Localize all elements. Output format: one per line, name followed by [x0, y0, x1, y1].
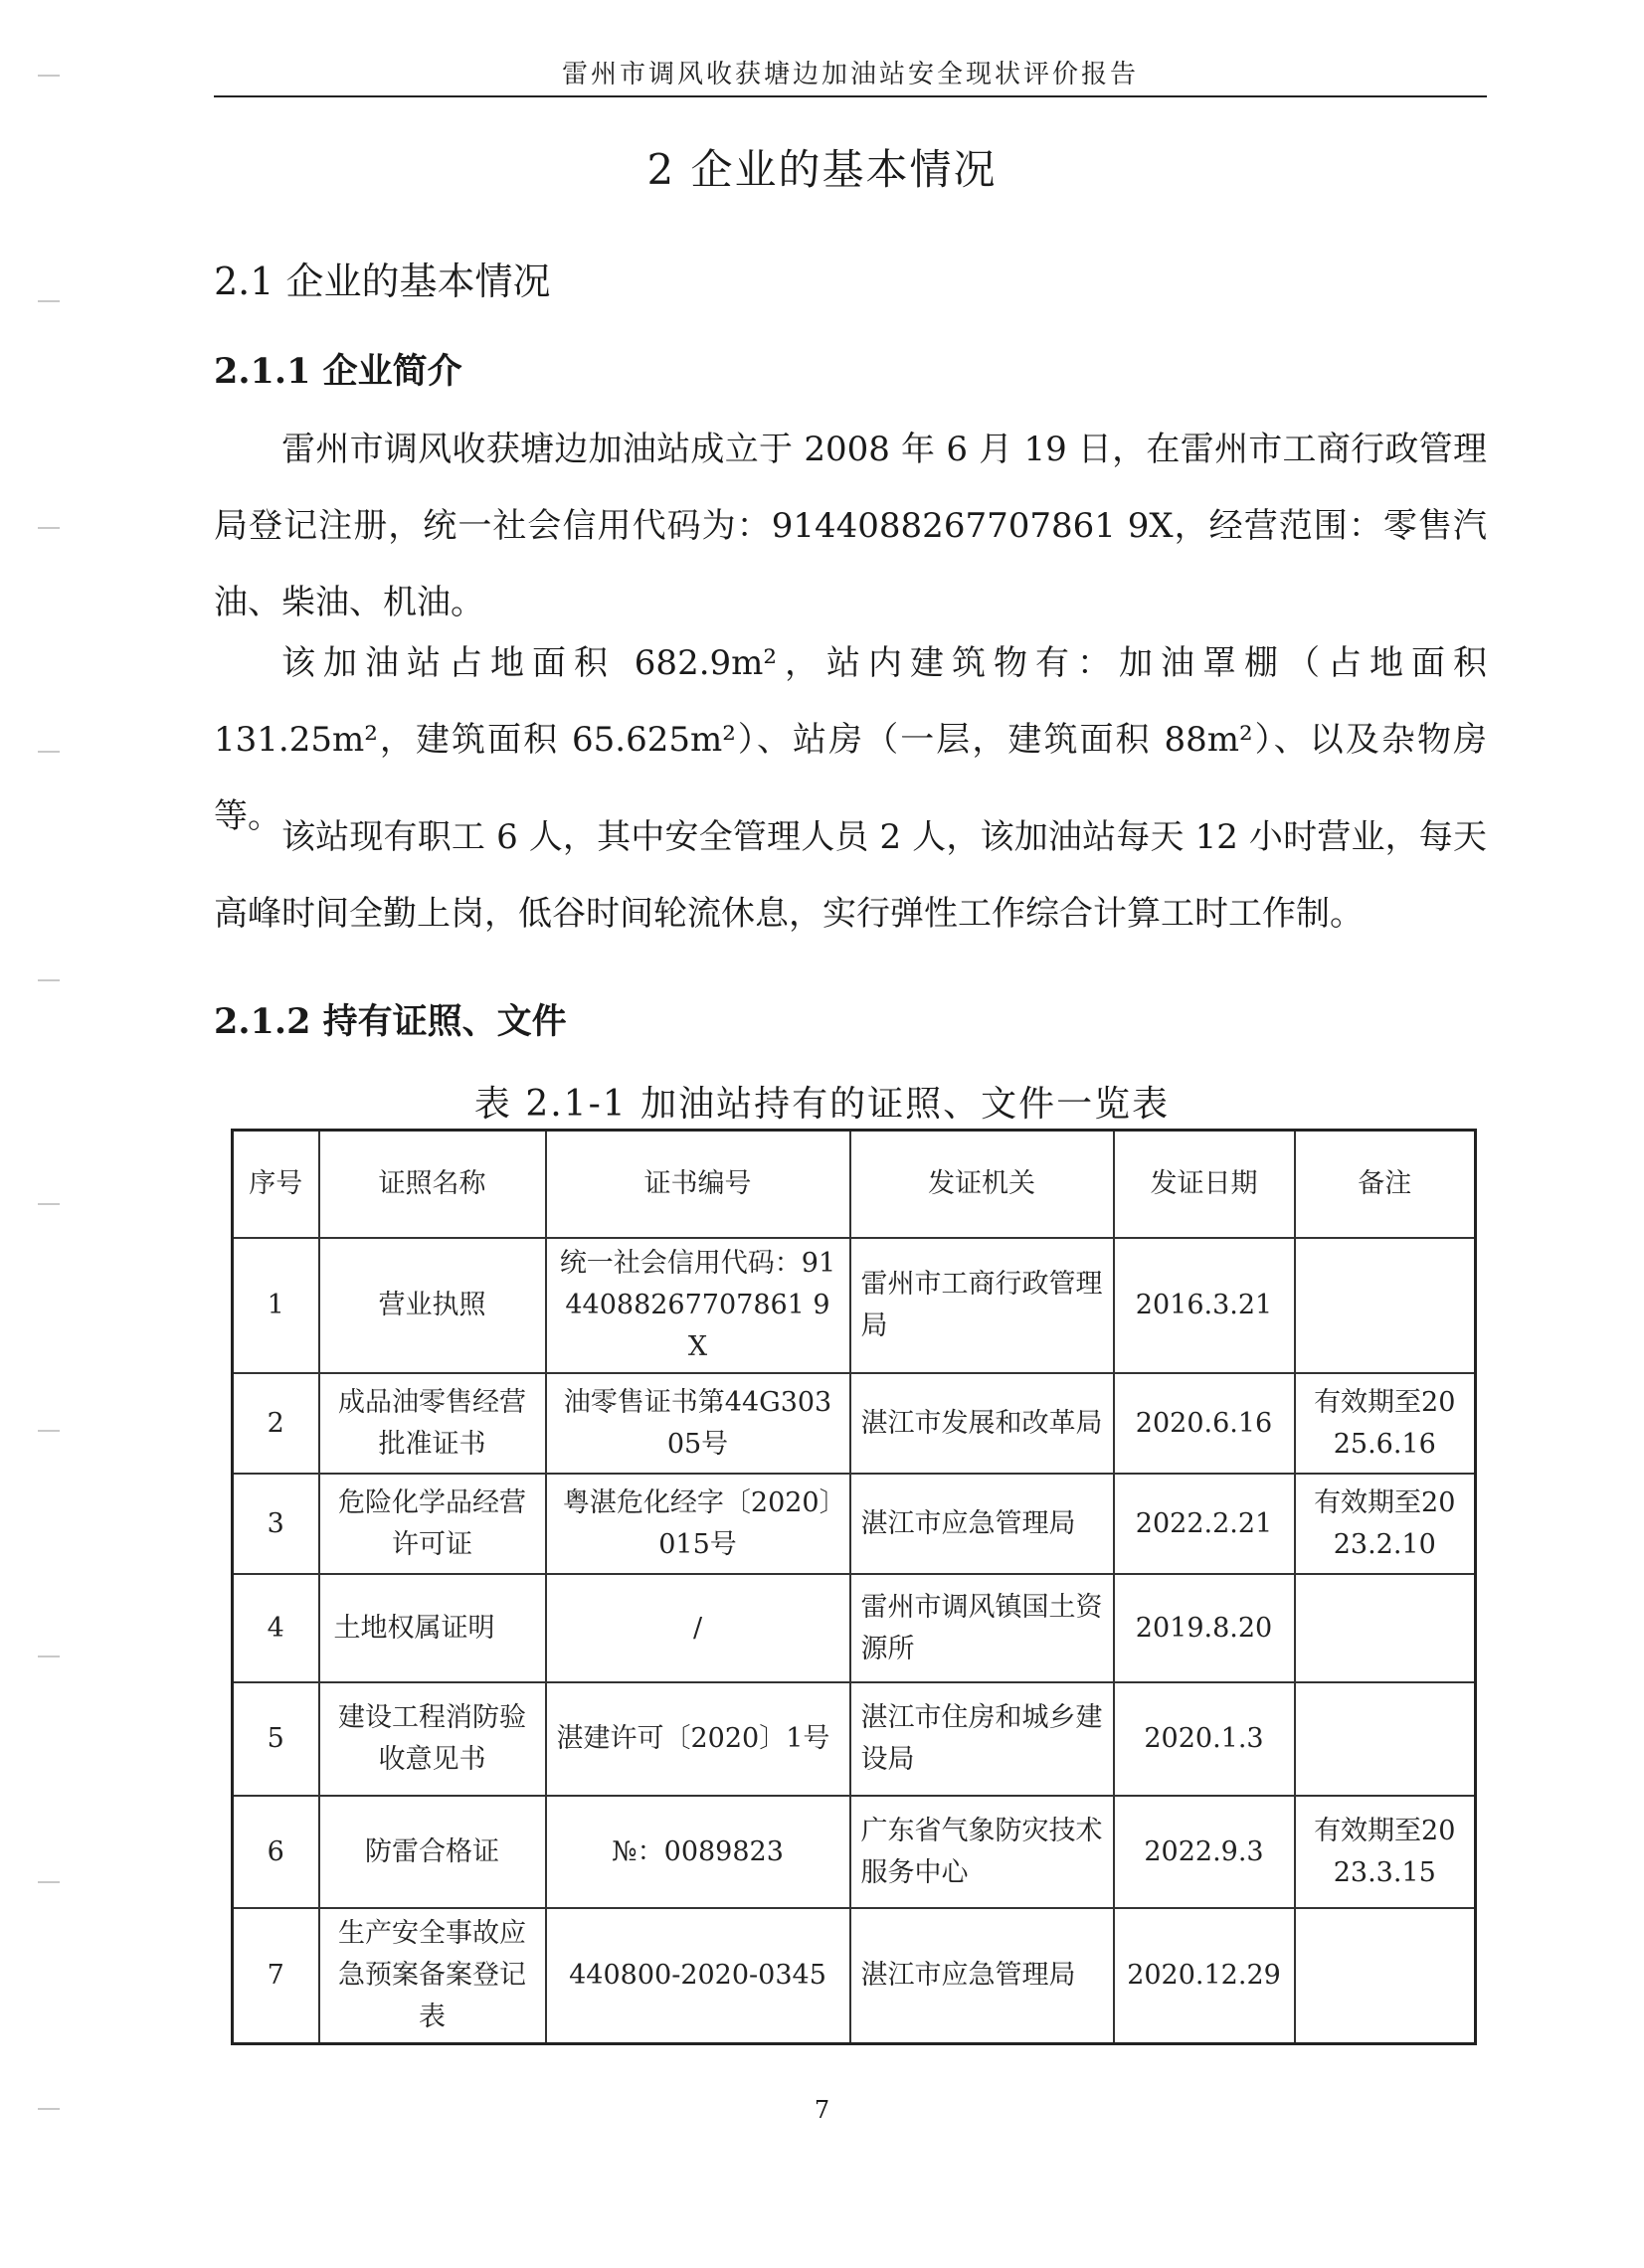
cell-authority: 雷州市调风镇国土资源所	[850, 1574, 1114, 1682]
cell-remarks	[1295, 1908, 1476, 2044]
cell-index: 4	[233, 1574, 319, 1682]
cell-date: 2020.6.16	[1114, 1373, 1295, 1474]
cell-name: 营业执照	[319, 1238, 546, 1373]
certificates-table	[231, 1129, 1477, 2045]
cell-number: 统一社会信用代码：9144088267707861 9X	[546, 1238, 850, 1373]
table-row	[233, 1574, 1476, 1682]
subsection-title-intro: 2.1.1 企业简介	[214, 351, 462, 392]
column-header-number: 证书编号	[546, 1131, 850, 1239]
column-header-date: 发证日期	[1114, 1131, 1295, 1239]
cell-number: 油零售证书第44G30305号	[546, 1373, 850, 1474]
cell-number: 440800-2020-0345	[546, 1908, 850, 2044]
cell-name: 防雷合格证	[319, 1796, 546, 1908]
column-header-index: 序号	[233, 1131, 319, 1239]
cell-number: 粤湛危化经字〔2020〕015号	[546, 1474, 850, 1574]
cell-remarks	[1295, 1238, 1476, 1373]
cell-date: 2020.1.3	[1114, 1682, 1295, 1796]
table-row	[233, 1238, 1476, 1373]
cell-remarks	[1295, 1574, 1476, 1682]
chapter-title: 2 企业的基本情况	[646, 145, 998, 194]
cell-date: 2019.8.20	[1114, 1574, 1295, 1682]
subsection-title-certificates: 2.1.2 持有证照、文件	[214, 1001, 567, 1042]
table-row	[233, 1373, 1476, 1474]
cell-date: 2022.2.21	[1114, 1474, 1295, 1574]
cell-name: 土地权属证明	[319, 1574, 546, 1682]
cell-index: 3	[233, 1474, 319, 1574]
cell-name: 生产安全事故应急预案备案登记表	[319, 1908, 546, 2044]
paragraph-area: 该加油站占地面积 682.9m²，站内建筑物有：加油罩棚（占地面积 131.25m²，建筑面积 65.625m²）、站房（一层，建筑面积 88m²）、以及杂物房等。	[214, 643, 1487, 836]
cell-index: 5	[233, 1682, 319, 1796]
cell-index: 2	[233, 1373, 319, 1474]
table-row	[233, 1908, 1476, 2044]
cell-date: 2022.9.3	[1114, 1796, 1295, 1908]
header-rule	[214, 95, 1487, 97]
cell-index: 7	[233, 1908, 319, 2044]
table-row	[233, 1682, 1476, 1796]
table-caption: 表 2.1-1 加油站持有的证照、文件一览表	[473, 1084, 1171, 1125]
cell-date: 2016.3.21	[1114, 1238, 1295, 1373]
binding-margin-marks	[38, 0, 62, 2268]
cell-authority: 湛江市发展和改革局	[850, 1373, 1114, 1474]
cell-remarks	[1295, 1682, 1476, 1796]
column-header-authority: 发证机关	[850, 1131, 1114, 1239]
cell-remarks: 有效期至2025.6.16	[1295, 1373, 1476, 1474]
paragraph-intro: 雷州市调风收获塘边加油站成立于 2008 年 6 月 19 日，在雷州市工商行政管理局登记注册，统一社会信用代码为：9144088267707861 9X，经营范围：零售汽油、柴油、机油。	[214, 430, 1487, 622]
column-header-name: 证照名称	[319, 1131, 546, 1239]
table-row	[233, 1796, 1476, 1908]
cell-authority: 雷州市工商行政管理局	[850, 1238, 1114, 1373]
cell-number: №：0089823	[546, 1796, 850, 1908]
cell-date: 2020.12.29	[1114, 1908, 1295, 2044]
cell-index: 1	[233, 1238, 319, 1373]
cell-authority: 湛江市住房和城乡建设局	[850, 1682, 1114, 1796]
running-header: 雷州市调风收获塘边加油站安全现状评价报告	[561, 60, 1139, 89]
table-header-row	[233, 1131, 1476, 1239]
cell-authority: 广东省气象防灾技术服务中心	[850, 1796, 1114, 1908]
cell-remarks: 有效期至2023.3.15	[1295, 1796, 1476, 1908]
cell-authority: 湛江市应急管理局	[850, 1908, 1114, 2044]
page-number: 7	[814, 2096, 830, 2124]
cell-index: 6	[233, 1796, 319, 1908]
section-title: 2.1 企业的基本情况	[214, 260, 551, 303]
table-row	[233, 1474, 1476, 1574]
paragraph-staff: 该站现有职工 6 人，其中安全管理人员 2 人，该加油站每天 12 小时营业，每天高峰时间全勤上岗，低谷时间轮流休息，实行弹性工作综合计算工时工作制。	[214, 817, 1487, 934]
cell-name: 建设工程消防验收意见书	[319, 1682, 546, 1796]
cell-remarks: 有效期至2023.2.10	[1295, 1474, 1476, 1574]
cell-name: 成品油零售经营批准证书	[319, 1373, 546, 1474]
cell-number: /	[546, 1574, 850, 1682]
cell-number: 湛建许可〔2020〕1号	[546, 1682, 850, 1796]
column-header-remarks: 备注	[1295, 1131, 1476, 1239]
cell-name: 危险化学品经营许可证	[319, 1474, 546, 1574]
cell-authority: 湛江市应急管理局	[850, 1474, 1114, 1574]
